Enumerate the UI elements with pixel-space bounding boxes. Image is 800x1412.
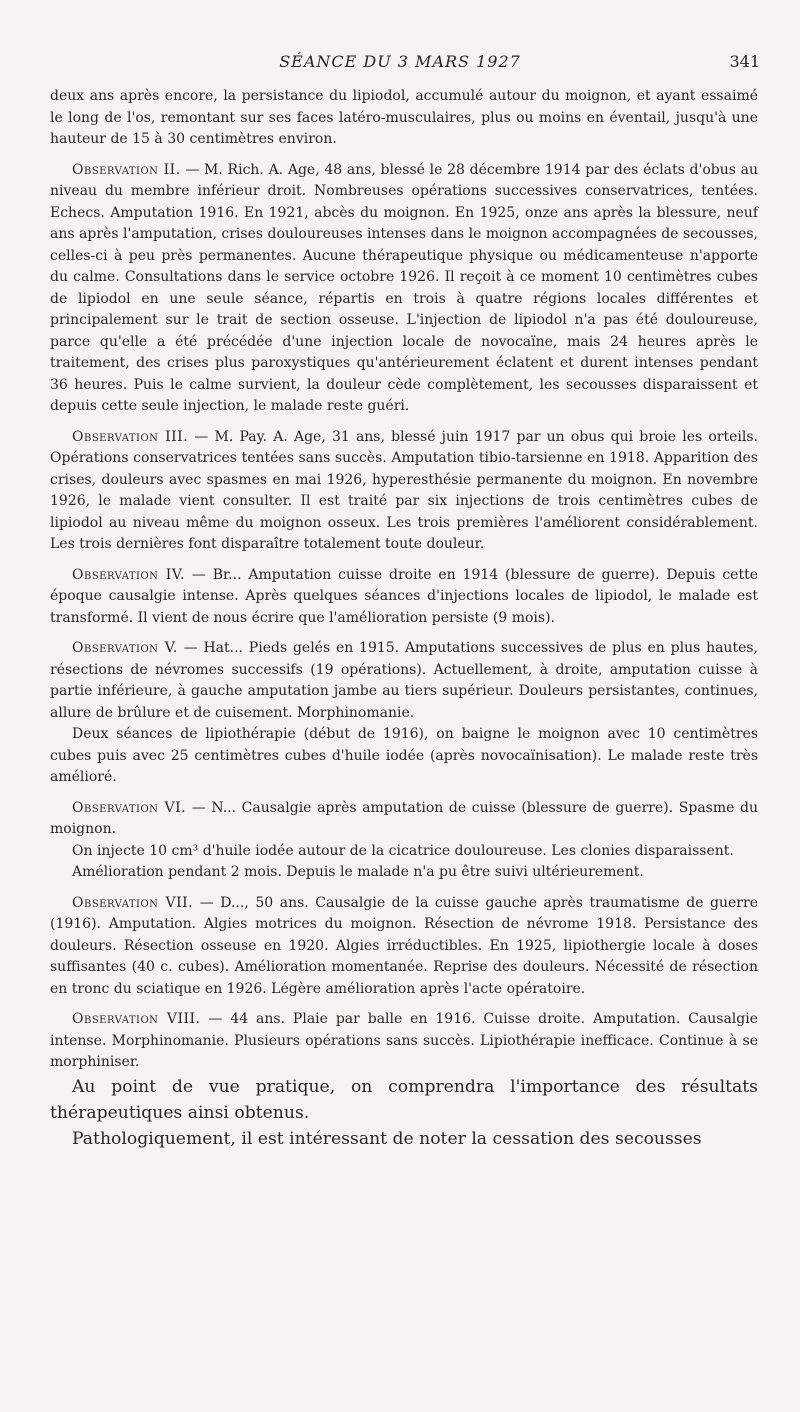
observation-8: [50, 1009, 758, 1074]
observation-5: [50, 638, 758, 724]
observation-label: Observation VIII.: [72, 1011, 201, 1027]
running-header: [40, 52, 760, 80]
conclusion-paragraph: Pathologiquement, il est intéressant de noter la cessation des secousses: [72, 1128, 702, 1149]
observation-3: [50, 427, 758, 556]
conclusion-paragraph: Au point de vue pratique, on comprendra l'importance des résultats thérapeutiques ainsi obtenus.: [50, 1076, 758, 1123]
observation-label: Observation VII.: [72, 894, 194, 911]
running-title: SÉANCE DU 3 MARS 1927: [279, 52, 521, 71]
observation-6: [50, 798, 758, 841]
observation-text: — D..., 50 ans. Causalgie de la cuisse gauche après traumatisme de guerre (1916). Amputation. Algies motrices du moignon. Résection de névrome 1918. Persistance des douleurs. Résection osseuse en 1920. Algies irréductibles. En 1925, lipiothergie locale à doses suffisantes (40 c. cubes). Amélioration momentanée. Reprise des douleurs. Nécessité de résection en tronc du sciatique en 1926. Légère amélioration après l'acte opératoire.: [50, 894, 758, 997]
observation-6-outcome: Amélioration pendant 2 mois. Depuis le malade n'a pu être suivi ultérieurement.: [72, 864, 644, 880]
observation-text: — Hat... Pieds gelés en 1915. Amputations successives de plus en plus hautes, résections de névromes successifs (19 opérations). Actuellement, à droite, amputation cuisse à partie inférieure, à gauche amputation jambe au tiers supérieur. Douleurs persistantes, continues, allure de brûlure et de cuisement. Morphinomanie.: [50, 640, 758, 721]
observation-text: — M. Rich. A. Age, 48 ans, blessé le 28 décembre 1914 par des éclats d'obus au niveau du membre inférieur droit. Nombreuses opérations successives conservatrices, tentées. Echecs. Amputation 1916. En 1921, abcès du moignon. En 1925, onze ans après la blessure, neuf ans après l'amputation, crises douloureuses intenses dans le moignon accompagnées de secousses, celles-ci à peu près permanentes. Aucune thérapeutique physique ou médicamenteuse n'apporte du calme. Consultations dans le service octobre 1926. Il reçoit à ce moment 10 centimètres cubes de lipiodol en une seule séance, répartis en trois à quatre régions locales différentes et principalement sur le trait de section osseuse. L'injection de lipiodol n'a pas été douloureuse, parce qu'elle a été précédée d'une injection locale de novocaïne, mais 24 heures après le traitement, des crises plus paroxystiques qu'antérieurement éclatent et durent intenses pendant 36 heures. Puis le calme survient, la douleur cède complètement, les secousses disparaissent et depuis cette seule injection, le malade reste guéri.: [50, 161, 758, 414]
observation-label: Observation II.: [72, 161, 181, 178]
observation-label: Observation V.: [72, 640, 178, 656]
observation-label: Observation VI.: [72, 799, 187, 816]
observation-7: [50, 893, 758, 1001]
observation-text: — 44 ans. Plaie par balle en 1916. Cuisse droite. Amputation. Causalgie intense. Morphinomanie. Plusieurs opérations sans succès. Lipiothérapie inefficace. Continue à se morphiniser.: [50, 1011, 758, 1070]
observation-2: [50, 160, 758, 418]
page-number: 341: [729, 52, 760, 71]
observation-5-followup: Deux séances de lipiothérapie (début de 1916), on baigne le moignon avec 10 centimètres cubes puis avec 25 centimètres cubes d'huile iodée (après novocaïnisation). Le malade reste très amélioré.: [50, 726, 758, 785]
observation-text: — M. Pay. A. Age, 31 ans, blessé juin 1917 par un obus qui broie les orteils. Opérations conservatrices tentées sans succès. Amputation tibio-tarsienne en 1918. Apparition des crises, douleurs avec spasmes en mai 1926, hyperesthésie permanente du moignon. En novembre 1926, le malade vient consulter. Il est traité par six injections de trois centimètres cubes de lipiodol au niveau même du moignon osseux. Les trois premières l'améliorent considérablement. Les trois dernières font disparaître totalement toute douleur.: [50, 428, 758, 552]
intro-paragraph: deux ans après encore, la persistance du lipiodol, accumulé autour du moignon, et ayant essaimé le long de l'os, remontant sur ses faces latéro-musculaires, plus ou moins en éventail, jusqu'à une hauteur de 15 à 30 centimètres environ.: [50, 88, 758, 147]
observation-label: Observation IV.: [72, 566, 185, 583]
observation-text: — N... Causalgie après amputation de cuisse (blessure de guerre). Spasme du moignon.: [50, 799, 758, 837]
observation-6-followup: On injecte 10 cm³ d'huile iodée autour de la cicatrice douloureuse. Les clonies disparaissent.: [72, 842, 734, 859]
page-body: [50, 86, 758, 1152]
observation-4: [50, 565, 758, 630]
observation-label: Observation III.: [72, 428, 189, 445]
observation-text: — Br... Amputation cuisse droite en 1914 (blessure de guerre). Depuis cette époque causalgie intense. Après quelques séances d'injections locales de lipiodol, le malade est transformé. Il vient de nous écrire que l'amélioration persiste (9 mois).: [50, 566, 759, 626]
